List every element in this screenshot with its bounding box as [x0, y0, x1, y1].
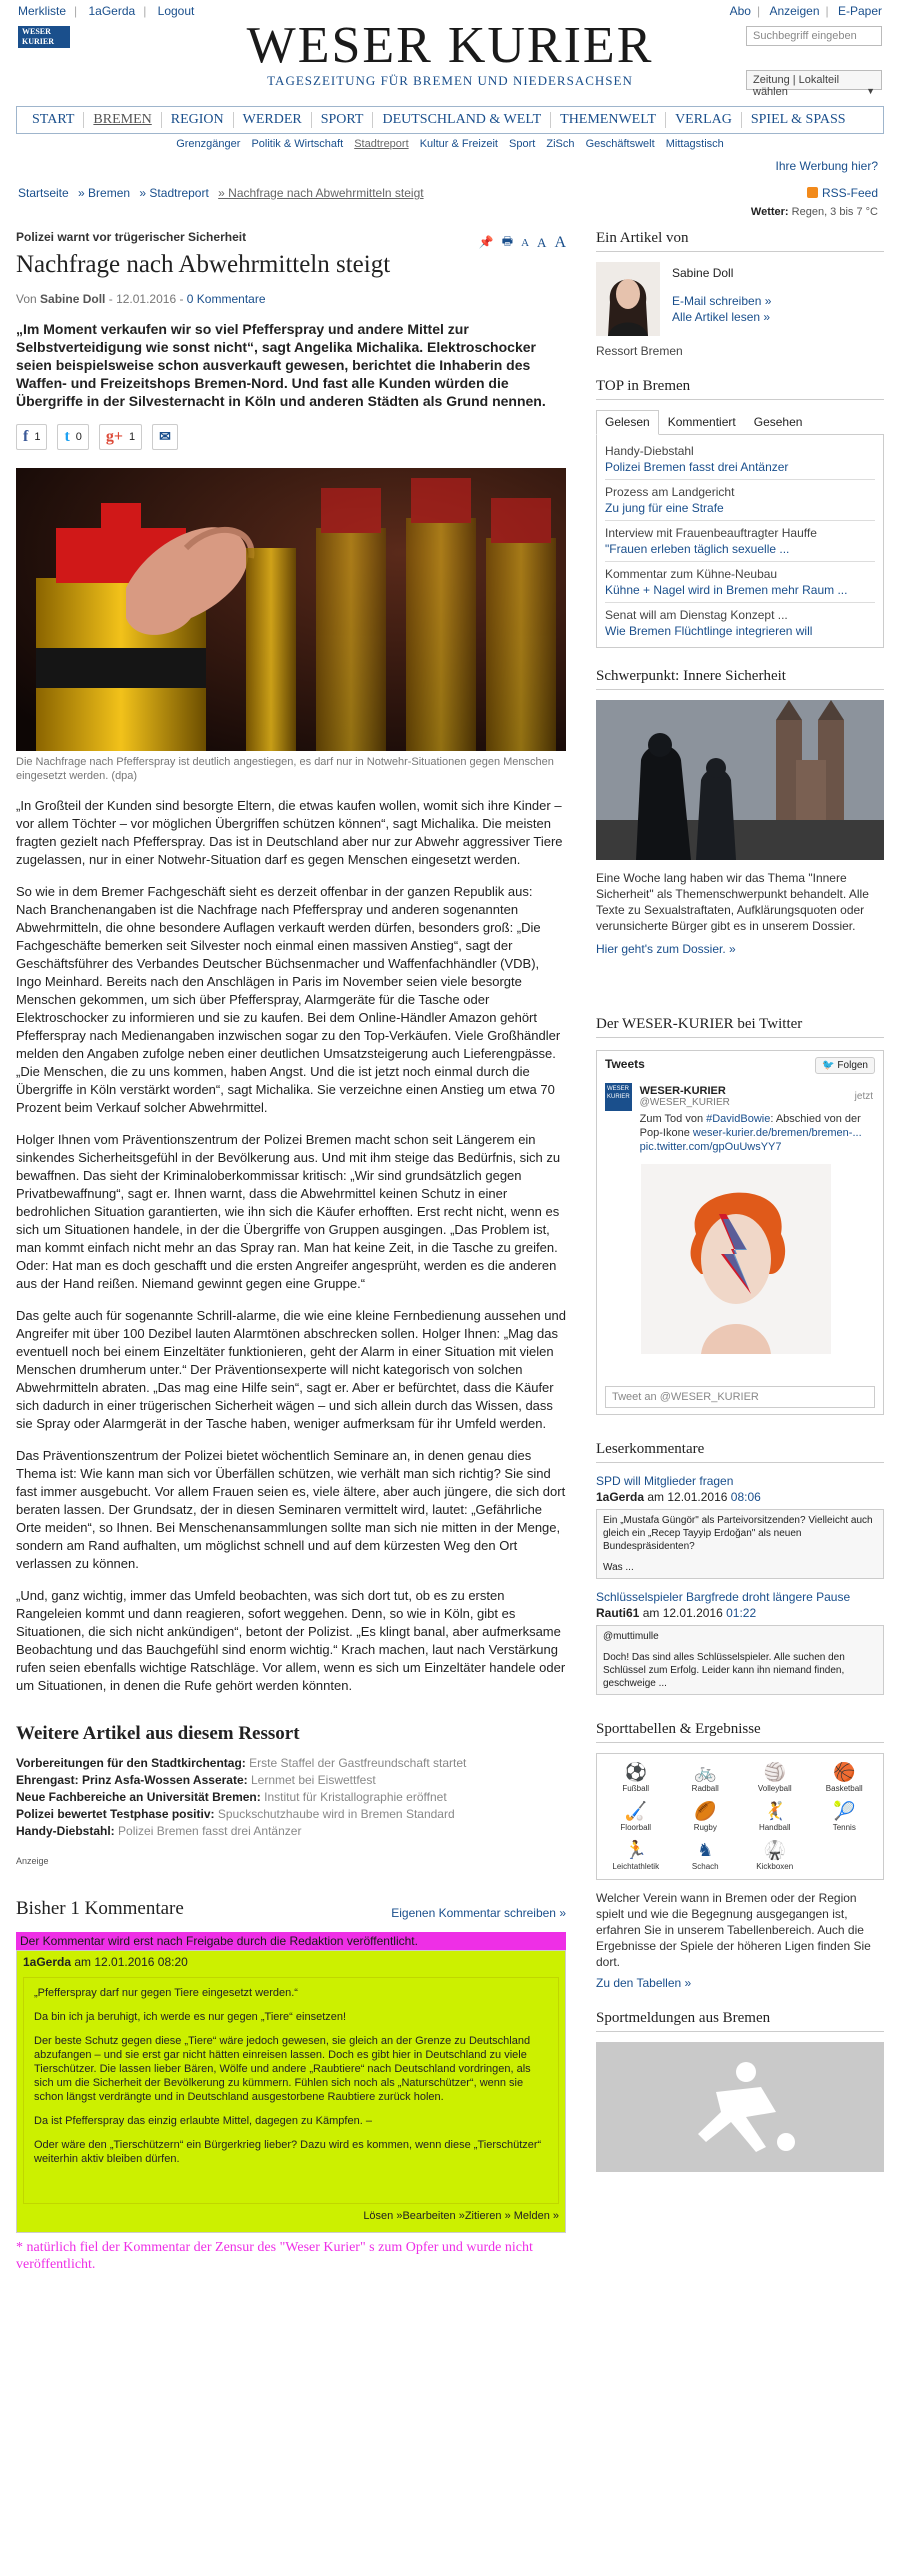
merkliste-link[interactable]: Merkliste	[18, 4, 67, 18]
logout-link[interactable]: Logout	[157, 4, 195, 18]
nav-verlag[interactable]: VERLAG	[666, 112, 742, 128]
nav-start[interactable]: START	[23, 112, 84, 128]
reader-comment-text: @muttimulle	[603, 1631, 659, 1642]
facebook-share[interactable]	[16, 424, 47, 450]
more-articles-heading: Weitere Artikel aus diesem Ressort	[16, 1723, 300, 1744]
article-paragraph: „Und, ganz wichtig, immer das Umfeld beobachten, was sich dort tut, ob es zu ersten Rangeleien kommt und dann reagieren, sofort weggehen. Denn, so wie in Köln, gibt es Situationen, die sich nicht ankündigen“, betont der Polizist. „Es klingt banal, aber aufmerksame Beobachtung und das Bauchgefühl sind enorm wichtig.“ Krach machen, laut nach Verstärkung rufen seien ebenfalls wichtige Ratschläge. Vor allem, wenn es sich um Einzeltäter handele oder um Situationen, in denen die Rufe gehört werden könnten.	[16, 1588, 566, 1693]
dossier-image[interactable]	[596, 700, 884, 860]
comment-paragraph: „Pfefferspray darf nur gegen Tiere eingesetzt werden.“	[34, 1987, 298, 1999]
sport-tennis[interactable]	[810, 1801, 880, 1832]
sport-tables-text: Welcher Verein wann in Bremen oder der Region spielt und wie die Begegnung ausgegangen ist, erfahren Sie in unserem Tabellenbereich. Auch die Ergebnisse der Spiele der höheren Ligen finden Sie dort.	[596, 1891, 871, 1969]
author-portrait-image	[596, 262, 660, 336]
font-small-button[interactable]: A	[521, 236, 530, 249]
sport-radball[interactable]	[671, 1762, 741, 1793]
sport-fussball[interactable]	[601, 1762, 671, 1793]
photo-caption	[16, 755, 566, 783]
more-article-sub: Spuckschutzhaube wird in Bremen Standard	[217, 1807, 455, 1821]
bicycle-icon: 🚲	[694, 1762, 717, 1782]
handball-icon: 🤾	[763, 1801, 786, 1821]
article-paragraph: So wie in dem Bremer Fachgeschäft sieht es derzeit offenbar in der ganzen Republik aus: Nach Branchenangaben ist die Nachfrage nach Pfefferspray und anderen sogenannten Abwehrmitteln, die ohne besondere Auflagen verkauft werden dürfen, besonders groß: „Die Fachgeschäfte bemerken seit Silvester noch einmal einen massiven Anstieg“, sagt der Geschäftsführer des Verbandes Deutscher Büchsenmacher und Waffenfachhändler (VDB), Ingo Meinhard. Bereits nach den Anschlägen in Paris im November seien viele besorgte Menschen gekommen, um sich über Pfefferspray, Alarmgeräte für die Tasche oder Elektroschocker zu informieren und sie zu kaufen. Bei dem Online-Händler Amazon gehört Pfefferspray nach Medienangaben inzwischen sogar zu den Top-Verkäufen. Viele Großhändler melden den Angaben zufolge neben einer deutlichen Umsatzsteigerung auch Lieferengpässe. „Die Menschen, die zu uns kommen, haben Angst. Und die ist jetzt noch einmal durch die Übergriffe in Köln verstärkt worden“, sagt Michalika. Sie verzeichne einen Anstieg um etwa 70 Prozent beim Verkauf solcher Abwehrmittel.	[16, 884, 561, 1115]
subnav-stadtreport[interactable]: Stadtreport	[354, 138, 409, 150]
article-body	[16, 797, 566, 1695]
rugby-icon: 🏉	[694, 1801, 717, 1821]
social-share	[16, 424, 566, 452]
ad-link[interactable]: Ihre Werbung hier?	[775, 159, 878, 173]
twitter-count: 0	[75, 431, 82, 443]
tweet-link[interactable]: weser-kurier.de/bremen/bremen-... pic.twitter.com/gpOuUwsYY7	[639, 1127, 862, 1153]
facebook-icon: f	[23, 428, 29, 445]
breadcrumb-bremen[interactable]: » Bremen	[78, 186, 131, 200]
masthead-subtitle: TAGESZEITUNG FÜR BREMEN UND NIEDERSACHSEN	[267, 73, 633, 88]
top-item-kicker: Handy-Diebstahl	[605, 444, 694, 458]
top-links-left	[18, 4, 202, 18]
mini-logo[interactable]: WESER KURIER	[18, 26, 70, 48]
caption-text: Die Nachfrage nach Pfefferspray ist deutlich angestiegen, es darf nur in Notwehr-Situationen gegen Menschen eingesetzt werden.	[16, 756, 554, 782]
reader-comments-heading: Leserkommentare	[596, 1441, 884, 1463]
main-nav	[16, 106, 884, 134]
rss-link[interactable]	[807, 186, 878, 200]
tweet-text-part: Zum Tod von	[639, 1113, 704, 1125]
weather	[751, 206, 878, 218]
sport-label: Rugby	[693, 1823, 717, 1832]
more-article-title: Handy-Diebstahl:	[16, 1824, 115, 1838]
subnav-sport[interactable]: Sport	[509, 138, 536, 150]
reader-comment-quote	[596, 1509, 884, 1579]
tab-gelesen[interactable]: Gelesen	[596, 410, 659, 435]
reader-comment-more: Doch! Das sind alles Schlüsselspieler. Alle suchen den Schlüssel zum Erfolg. Leider kann ihn niemand finden, geschweige ...	[603, 1652, 845, 1689]
breadcrumb-startseite[interactable]: Startseite	[18, 186, 69, 200]
sport-label: Handball	[758, 1823, 791, 1832]
article-photo[interactable]	[16, 468, 566, 751]
tweet-avatar: WESER KURIER	[605, 1083, 632, 1111]
mail-icon: ✉	[159, 429, 171, 445]
twitter-title: Tweets	[605, 1057, 645, 1071]
nav-werder[interactable]: WERDER	[234, 112, 312, 128]
more-article-title: Ehrengast: Prinz Asfa-Wossen Asserate:	[16, 1773, 248, 1787]
reader-comment-text: Ein „Mustafa Güngör" als Parteivorsitzenden? Vielleicht auch gleich ein „Recep Tayyip Erdoğan" als neuen Bundespräsidenten?	[603, 1515, 873, 1552]
author-department: Ressort Bremen	[596, 344, 683, 358]
masthead-title: WESER KURIER	[246, 17, 654, 74]
sport-label: Radball	[691, 1784, 719, 1793]
twitter-share[interactable]	[57, 424, 88, 450]
author-box	[596, 262, 884, 336]
tab-kommentiert[interactable]: Kommentiert	[667, 415, 736, 429]
reader-comment-article[interactable]: SPD will Mitglieder fragen	[596, 1474, 734, 1488]
top-item-kicker: Interview mit Frauenbeauftragter Hauffe	[605, 526, 817, 540]
sub-nav	[16, 138, 884, 150]
anzeigen-link[interactable]: Anzeigen	[769, 4, 820, 18]
sport-label: Volleyball	[757, 1784, 792, 1793]
separator: |	[143, 4, 147, 18]
region-select[interactable]	[746, 70, 882, 98]
top-item-title: Zu jung für eine Strafe	[605, 501, 724, 515]
ad-label: Anzeige	[16, 1856, 49, 1866]
region-select-value: Zeitung | Lokalteil wählen	[753, 74, 840, 98]
top-links-right	[724, 4, 882, 18]
runner-icon: 🏃	[624, 1840, 647, 1860]
more-articles-list	[16, 1755, 566, 1840]
more-article-title: Vorbereitungen für den Stadtkirchentag:	[16, 1756, 246, 1770]
reader-comment-time[interactable]: 01:22	[726, 1606, 757, 1620]
sport-label: Kickboxen	[756, 1862, 794, 1871]
more-article-item[interactable]	[16, 1772, 566, 1789]
sport-kickboxen[interactable]	[740, 1840, 810, 1871]
sport-label: Basketball	[825, 1784, 863, 1793]
breadcrumb	[18, 186, 430, 200]
tweet-name: WESER-KURIER	[639, 1085, 726, 1097]
more-article-sub: Erste Staffel der Gastfreundschaft startet	[249, 1756, 467, 1770]
tweet-text-part: : Abschied von der Pop-Ikone	[639, 1113, 861, 1139]
reader-comment	[596, 1473, 884, 1579]
twitter-follow-button[interactable]	[815, 1057, 875, 1074]
facebook-count: 1	[34, 431, 41, 443]
sport-label: Leichtathletik	[612, 1862, 660, 1871]
sport-news-image[interactable]	[596, 2042, 884, 2172]
font-medium-button[interactable]: A	[537, 234, 547, 250]
football-icon: ⚽	[624, 1762, 647, 1782]
reader-comment	[596, 1589, 884, 1695]
tweet-text	[640, 1112, 875, 1154]
sport-label: Tennis	[832, 1823, 856, 1832]
nav-sport[interactable]: SPORT	[312, 112, 374, 128]
nav-bremen[interactable]: BREMEN	[84, 112, 161, 128]
sport-tables-link[interactable]: Zu den Tabellen »	[596, 1976, 692, 1990]
reader-comment-user[interactable]: Rauti61	[596, 1606, 640, 1620]
byline-prefix: Von	[16, 292, 37, 306]
twitter-widget	[596, 1050, 884, 1415]
separator: |	[756, 4, 761, 18]
top-list	[596, 435, 884, 648]
top-tabs	[596, 410, 884, 435]
subnav-politik[interactable]: Politik & Wirtschaft	[251, 138, 344, 150]
twitter-heading: Der WESER-KURIER bei Twitter	[596, 1016, 884, 1038]
article-paragraph: „In Großteil der Kunden sind besorgte Eltern, die etwas kaufen wollen, womit sich ihre Kinder – vor allem Töchter – vor möglichen Übergriffen schützen können“, sagt Michalika. Die meisten fragten gezielt nach Pfefferspray. Das ist in Deutschland aber nur zur Abwehr aggressiver Tiere zugelassen, nur in einer Notwehr-Situation darf es gegen Menschen eingesetzt werden.	[16, 798, 563, 867]
comment-time: am 12.01.2016 08:20	[74, 1955, 188, 1969]
top-heading: TOP in Bremen	[596, 378, 884, 400]
subnav-kultur[interactable]: Kultur & Freizeit	[419, 138, 498, 150]
breadcrumb-stadtreport[interactable]: » Stadtreport	[139, 186, 209, 200]
nav-themenwelt[interactable]: THEMENWELT	[551, 112, 666, 128]
sport-grid	[596, 1753, 884, 1880]
article-lead: „Im Moment verkaufen wir so viel Pfefferspray und andere Mittel zur Selbstverteidigung wie sonst nicht“, sagt Angelika Michalika. Elektroschocker seien beispielsweise schon ausverkauft gewesen, berichtet die Inhaberin des Waffen- und Freizeitshops Bremen-Nord. Und fast alle Kunden würden die Übergriffe in der Silvesternacht in Köln und anderen Städten als Grund nennen.	[16, 321, 546, 409]
twitter-icon: t	[64, 428, 70, 445]
tweet-time: jetzt	[854, 1091, 873, 1102]
nav-deutschland-welt[interactable]: DEUTSCHLAND & WELT	[373, 112, 551, 128]
chess-icon: ♞	[697, 1840, 714, 1860]
weather-value: Regen, 3 bis 7 °C	[791, 206, 878, 218]
top-item-title: Wie Bremen Flüchtlinge integrieren will	[605, 624, 813, 638]
top-item-kicker: Senat will am Dienstag Konzept ...	[605, 608, 788, 622]
comments-heading: Bisher 1 Kommentare	[16, 1898, 184, 1919]
tweet-image[interactable]	[641, 1164, 831, 1354]
dossier-text: Eine Woche lang haben wir das Thema "Innere Sicherheit" als Themenschwerpunkt behandelt. Alle Texte zu Sexualstraftaten, Aufklärungsquoten oder verunsicherte Bürger gibt es in unserem Dossier.	[596, 871, 869, 933]
comment-actions[interactable]: Lösen »Bearbeiten »Zitieren » Melden »	[363, 2210, 559, 2222]
article-headline: Nachfrage nach Abwehrmitteln steigt	[16, 251, 391, 278]
weather-label: Wetter:	[750, 206, 789, 218]
rss-icon	[807, 187, 818, 198]
author-all-articles-link[interactable]: Alle Artikel lesen »	[672, 310, 771, 324]
top-item[interactable]	[605, 603, 875, 643]
tweet-hashtag[interactable]: #DavidBowie	[706, 1113, 771, 1125]
dossier-link[interactable]: Hier geht's zum Dossier. »	[596, 942, 736, 956]
censorship-footnote: * natürlich fiel der Kommentar der Zensur des "Weser Kurier" s zum Opfer und wurde nicht veröffentlicht.	[16, 2240, 533, 2272]
top-item[interactable]	[605, 439, 875, 480]
pepper-spray-image	[16, 468, 566, 751]
separator: |	[74, 4, 78, 18]
comment-meta	[23, 1953, 559, 1971]
author-box-heading: Ein Artikel von	[596, 230, 884, 252]
sport-news-heading: Sportmeldungen aus Bremen	[596, 2010, 884, 2032]
reader-comment-quote	[596, 1625, 884, 1695]
user-link[interactable]: 1aGerda	[88, 4, 136, 18]
more-article-item[interactable]	[16, 1806, 566, 1823]
article-byline	[16, 292, 566, 306]
more-article-sub: Polizei Bremen fasst drei Antänzer	[118, 1824, 302, 1838]
byline-author[interactable]: Sabine Doll	[40, 292, 106, 306]
nav-region[interactable]: REGION	[162, 112, 234, 128]
article-column	[16, 226, 566, 2273]
abo-link[interactable]: Abo	[729, 4, 751, 18]
follow-label: Folgen	[837, 1060, 868, 1071]
pin-icon[interactable]: 📌	[478, 235, 494, 249]
tweet-account	[640, 1083, 875, 1108]
chevron-down-icon: ▼	[866, 86, 875, 96]
top-item-title: Polizei Bremen fasst drei Antänzer	[605, 460, 789, 474]
print-icon[interactable]: 🖶	[501, 234, 514, 248]
tweet-input[interactable]: Tweet an @WESER_KURIER	[605, 1386, 875, 1408]
comment-paragraph: Da bin ich ja beruhigt, ich werde es nur gegen „Tiere“ einsetzen!	[34, 2011, 347, 2023]
comment-paragraph: Oder wäre den „Tierschützern“ ein Bürgerkrieg lieber? Dazu wird es kommen, wenn diese „Tierschützer“ weiterhin aktiv bleiben dürfen.	[34, 2139, 542, 2165]
reader-comment-article[interactable]: Schlüsselspieler Bargfrede droht längere Pause	[596, 1590, 851, 1604]
subnav-grenzgaenger[interactable]: Grenzgänger	[176, 138, 241, 150]
sidebar	[596, 226, 884, 2172]
article-paragraph: Das Präventionszentrum der Polizei bietet wöchentlich Seminare an, in denen genau dies Thema ist: Wie kann man sich vor Überfällen schützen, wie verhält man sich richtig? Sie sind fast immer ausgebucht. Vor allem Frauen seien es, viele ältere, aber auch jüngere, die sich dort beraten lassen. Der Grundsatz, der in diesen Seminaren vermittelt wird, lautet: „Gefährliche Orte meiden“, so Ihnen. Bei Menschenansammlungen sollte man sich nie mitten in der Menge, sondern am Rand aufhalten, um möglichst schnell und auf dem kürzesten Weg den Ort verlassen zu können.	[16, 1448, 566, 1571]
more-article-title: Neue Fachbereiche an Universität Bremen:	[16, 1790, 261, 1804]
subnav-geschaeftswelt[interactable]: Geschäftswelt	[585, 138, 655, 150]
byline-date: - 12.01.2016 -	[108, 292, 184, 306]
sport-floorball[interactable]	[601, 1801, 671, 1832]
nav-spiel-spass[interactable]: SPIEL & SPASS	[750, 112, 846, 127]
comment-user[interactable]: 1aGerda	[23, 1955, 72, 1969]
basketball-icon: 🏀	[833, 1762, 856, 1782]
tab-gesehen[interactable]: Gesehen	[753, 415, 803, 429]
top-item-kicker: Kommentar zum Kühne-Neubau	[605, 567, 778, 581]
article-paragraph: Das gelte auch für sogenannte Schrill-alarme, die wie eine kleine Fernbedienung aussehen und Angreifer mit über 100 Dezibel lauten Alarmtönen abschrecken sollen. Holger Ihnen: „Mag das eventuell noch bei einem Einzeltäter funktionieren, geht der Alarm in einer Situation mit vielen Menschen drumherum unter.“ Der Präventionsexperte will nicht kategorisch von solchen Abwehrmitteln abraten. „Das mag eine Hilfe sein“, sagt er. Aber er befürchtet, dass die Käufer sich dadurch in einer trügerischen Sicherheit wägen – und sich allein durch das Wissen, dass sie Spray oder Alarmgerät in der Tasche haben, weniger aufmerksam für ihr Umfeld werden.	[16, 1308, 566, 1431]
twitter-bird-icon: 🐦	[822, 1060, 835, 1071]
subnav-mittagstisch[interactable]: Mittagstisch	[665, 138, 724, 150]
sport-label: Floorball	[620, 1823, 652, 1832]
soccer-player-icon	[596, 2042, 884, 2172]
googleplus-icon: g+	[105, 428, 124, 445]
author-email-link[interactable]: E-Mail schreiben »	[672, 294, 772, 308]
sport-basketball[interactable]	[810, 1762, 880, 1793]
separator: |	[825, 4, 829, 18]
comment-paragraph: Der beste Schutz gegen diese „Tiere“ wäre jedoch gewesen, sie gleich an der Grenze zu Deutschland abzufangen – und sie erst gar nicht hätten einreisen lassen. Doch es gibt hier in Deutschland zu viele Tierschützer. Die lassen lieber Bären, Wölfe und andere „Raubtiere“ nach Deutschland vordringen, als sich um die Sicherheit der Bevölkerung zu kümmern. Fühlen sich noch als „Naturschützer“, wenn sie schon längst verdrängte und in Deutschland ausgestorbene Raubtiere zurück holen.	[34, 2035, 531, 2103]
author-photo	[596, 262, 660, 336]
reader-comment-date: am 12.01.2016	[642, 1606, 723, 1620]
email-share[interactable]	[152, 424, 178, 450]
more-article-title: Polizei bewertet Testphase positiv:	[16, 1807, 215, 1821]
search-input[interactable]: Suchbegriff eingeben	[746, 26, 882, 46]
googleplus-share[interactable]	[99, 424, 142, 450]
byline-comments-link[interactable]: 0 Kommentare	[186, 292, 266, 306]
top-item-title: "Frauen erleben täglich sexuelle ...	[605, 542, 790, 556]
police-cathedral-image	[596, 700, 884, 860]
more-article-item[interactable]	[16, 1789, 566, 1806]
rss-label: RSS-Feed	[821, 186, 878, 200]
article-tools	[479, 232, 566, 253]
top-item[interactable]	[605, 521, 875, 562]
font-large-button[interactable]: A	[554, 233, 566, 251]
sport-tables-heading: Sporttabellen & Ergebnisse	[596, 1721, 884, 1743]
comments-heading-row	[16, 1898, 566, 1920]
caption-credit: (dpa)	[111, 770, 138, 782]
write-comment-link[interactable]: Eigenen Kommentar schreiben »	[391, 1906, 566, 1920]
googleplus-count: 1	[129, 431, 136, 443]
article-kicker: Polizei warnt vor trügerischer Sicherheit	[16, 230, 247, 244]
sport-label: Fußball	[622, 1784, 650, 1793]
reader-comment-user[interactable]: 1aGerda	[596, 1490, 645, 1504]
sport-rugby[interactable]	[671, 1801, 741, 1832]
sport-leichtathletik[interactable]	[601, 1840, 671, 1871]
volleyball-icon: 🏐	[763, 1762, 786, 1782]
tweet[interactable]	[605, 1083, 875, 1154]
more-article-item[interactable]	[16, 1823, 566, 1840]
top-item-title: Kühne + Nagel wird in Bremen mehr Raum ...	[605, 583, 848, 597]
epaper-link[interactable]: E-Paper	[837, 4, 882, 18]
sport-volleyball[interactable]	[740, 1762, 810, 1793]
top-item[interactable]	[605, 562, 875, 603]
more-article-sub: Institut für Kristallographie eröffnet	[264, 1790, 447, 1804]
subnav-zisch[interactable]: ZiSch	[546, 138, 575, 150]
more-article-item[interactable]	[16, 1755, 566, 1772]
author-name: Sabine Doll	[672, 266, 734, 280]
comment-paragraph: Da ist Pfefferspray das einzig erlaubte Mittel, dagegen zu Kämpfen. –	[34, 2115, 372, 2127]
sport-label: Schach	[691, 1862, 719, 1871]
reader-comment-time[interactable]: 08:06	[730, 1490, 761, 1504]
top-item[interactable]	[605, 480, 875, 521]
hockey-icon: 🏑	[624, 1801, 647, 1821]
reader-comment-meta	[596, 1489, 884, 1505]
comment	[16, 1950, 566, 2233]
comment-body	[23, 1977, 559, 2204]
more-article-sub: Lernmet bei Eiswettfest	[250, 1773, 376, 1787]
reader-comment-more: Was ...	[603, 1562, 634, 1573]
moderation-notice: Der Kommentar wird erst nach Freigabe durch die Redaktion veröffentlicht.	[16, 1932, 566, 1950]
masthead[interactable]	[210, 17, 690, 89]
article-paragraph: Holger Ihnen vom Präventionszentrum der Polizei Bremen macht schon seit Längerem ein sinkendes Sicherheitsgefühl in der Bevölkerung aus. Und mit ihm steige das Bedürfnis, sich zu bewaffnen. Das sieht der Kriminaloberkommissar kritisch: „Wir sind grundsätzlich gegen Privatbewaffnung“, sagt er. Ihnen warnt, dass die Abwehrmittel keinen Schutz in einer bedrohlichen Situation garantierten, wie ihn sich die Käufer erhofften. Erst recht nicht, wenn es sich um Situationen handele, in der die Übergriffe von Gruppen ausgingen. „Das Problem ist, man kommt einfach nicht mehr an das Spray ran. Man hat keine Zeit, in die Tasche zu greifen. Oder: Hat man es doch geschafft und die ersten Angreifer angesprüht, werden es die anderen aus der Hand reißen. Niemand gewinnt gegen eine Gruppe.“	[16, 1132, 561, 1291]
bowie-portrait-image	[641, 1164, 831, 1354]
top-item-kicker: Prozess am Landgericht	[605, 485, 735, 499]
sport-schach[interactable]	[671, 1840, 741, 1871]
martial-arts-icon: 🥋	[763, 1840, 786, 1860]
reader-comment-meta	[596, 1605, 884, 1621]
tennis-icon: 🎾	[833, 1801, 856, 1821]
dossier-heading: Schwerpunkt: Innere Sicherheit	[596, 668, 884, 690]
breadcrumb-current[interactable]: » Nachfrage nach Abwehrmitteln steigt	[218, 186, 424, 200]
reader-comment-date: am 12.01.2016	[647, 1490, 728, 1504]
tweet-handle: @WESER_KURIER	[639, 1097, 730, 1108]
sport-handball[interactable]	[740, 1801, 810, 1832]
